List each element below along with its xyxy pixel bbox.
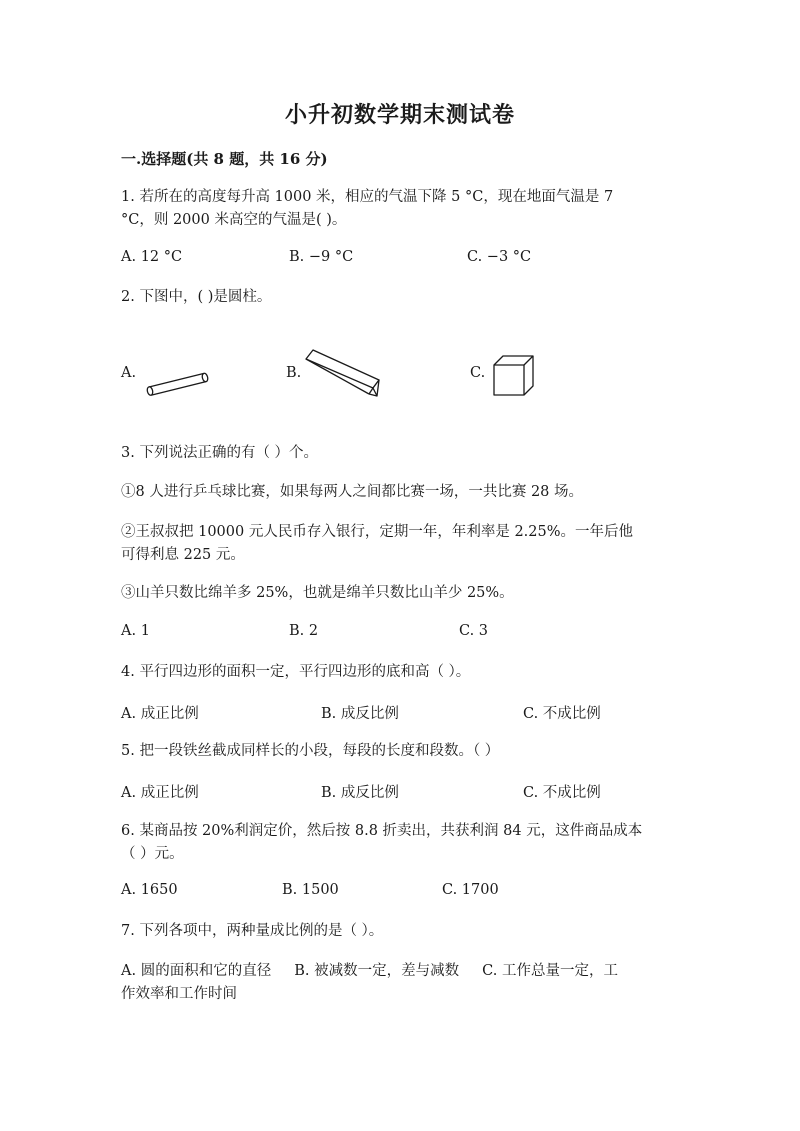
cube-icon	[493, 355, 535, 397]
cylinder-icon	[145, 372, 211, 398]
question-3-statement-2	[121, 521, 633, 567]
question-3-option-a[interactable]: A. 1	[121, 623, 150, 639]
question-1-option-b[interactable]: B. −9 °C	[289, 249, 354, 265]
question-6-line-2: （ ）元。	[121, 846, 184, 862]
question-4-option-c[interactable]: C. 不成比例	[523, 706, 601, 722]
question-2-text: 2. 下图中，( )是圆柱。	[121, 289, 272, 305]
question-4-text: 4. 平行四边形的面积一定，平行四边形的底和高（ ）。	[121, 664, 471, 680]
question-5-option-a[interactable]: A. 成正比例	[121, 785, 199, 801]
question-4-option-a[interactable]: A. 成正比例	[121, 706, 199, 722]
triangular-prism-icon	[305, 350, 383, 398]
question-5-option-b[interactable]: B. 成反比例	[321, 785, 399, 801]
question-5-option-c[interactable]: C. 不成比例	[523, 785, 601, 801]
question-5-text: 5. 把一段铁丝截成同样长的小段，每段的长度和段数。（ ）	[121, 743, 500, 759]
question-7-text: 7. 下列各项中，两种量成比例的是（ ）。	[121, 923, 384, 939]
statement-2-line-1: ②王叔叔把 10000 元人民币存入银行，定期一年，年利率是 2.25%。一年后他	[121, 524, 634, 540]
question-7-options-line-2[interactable]: 作效率和工作时间	[121, 986, 237, 1002]
question-3-option-b[interactable]: B. 2	[289, 623, 319, 639]
question-6-text	[121, 820, 642, 866]
question-3-option-c[interactable]: C. 3	[459, 623, 489, 639]
statement-2-line-2: 可得利息 225 元。	[121, 547, 245, 563]
question-6-line-1: 6. 某商品按 20%利润定价，然后按 8.8 折卖出，共获利润 84 元，这件商品成本	[121, 823, 643, 839]
question-1-option-c[interactable]: C. −3 °C	[467, 249, 532, 265]
question-3-statement-3: ③山羊只数比绵羊多 25%，也就是绵羊只数比山羊少 25%。	[121, 585, 514, 601]
question-7-options-line-1[interactable]: A. 圆的面积和它的直径 B. 被减数一定，差与减数 C. 工作总量一定，工	[121, 963, 618, 979]
question-2-option-b[interactable]: B.	[286, 365, 302, 381]
question-3-statement-1: ①8 人进行乒乓球比赛，如果每两人之间都比赛一场，一共比赛 28 场。	[121, 484, 584, 500]
question-1-line-2: °C，则 2000 米高空的气温是( )。	[121, 212, 347, 228]
section-heading: 一.选择题(共 8 题，共 16 分)	[121, 150, 328, 168]
question-7-options[interactable]	[121, 960, 618, 1006]
question-1-line-1: 1. 若所在的高度每升高 1000 米，相应的气温下降 5 °C，现在地面气温是 7	[121, 189, 614, 205]
question-6-option-b[interactable]: B. 1500	[282, 882, 339, 898]
question-2-option-c[interactable]: C.	[470, 365, 486, 381]
question-6-option-c[interactable]: C. 1700	[442, 882, 499, 898]
page-title: 小升初数学期末测试卷	[284, 102, 515, 128]
question-1-option-a[interactable]: A. 12 °C	[121, 249, 183, 265]
question-3-text: 3. 下列说法正确的有（ ）个。	[121, 445, 319, 461]
question-1-text	[121, 186, 613, 232]
question-2-option-a[interactable]: A.	[121, 365, 137, 381]
question-6-option-a[interactable]: A. 1650	[121, 882, 178, 898]
question-4-option-b[interactable]: B. 成反比例	[321, 706, 399, 722]
